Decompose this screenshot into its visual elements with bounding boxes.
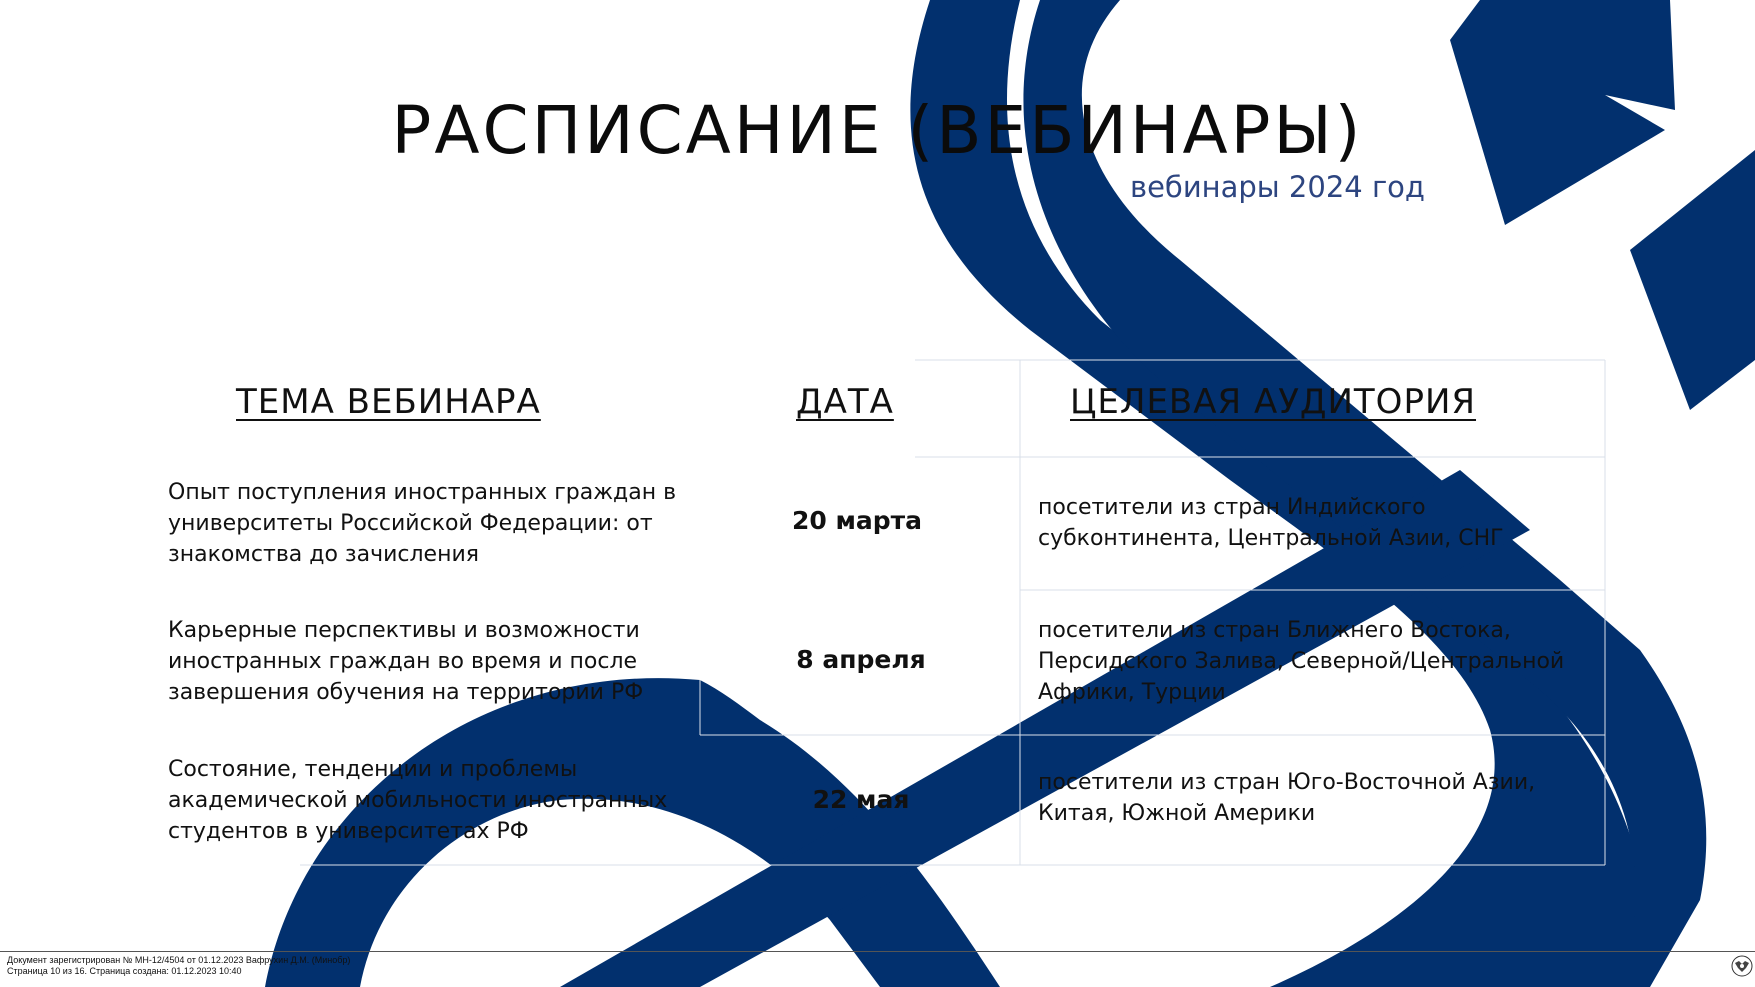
column-header-audience: ЦЕЛЕВАЯ АУДИТОРИЯ [1070,382,1477,422]
footer-divider [0,951,1755,952]
row-3-topic: Состояние, тенденции и проблемы академической мобильности иностранных студентов в университетах РФ [168,757,668,844]
footer-page-line: Страница 10 из 16. Страница создана: 01.12.2023 10:40 [7,966,242,976]
row-1-topic: Опыт поступления иностранных граждан в университеты Российской Федерации: от знакомства до зачисления [168,480,677,567]
row-3-date: 22 мая [812,785,910,814]
row-1-audience: посетители из стран Индийского субконтинента, Центральной Азии, СНГ [1038,495,1504,551]
state-emblem-icon [1730,954,1754,978]
brand-band-right [1630,150,1755,410]
row-1-date: 20 марта [791,506,923,535]
row-3-audience: посетители из стран Юго-Восточной Азии, Китая, Южной Америки [1038,770,1536,826]
column-header-topic: ТЕМА ВЕБИНАРА [236,382,541,422]
column-header-date: ДАТА [796,382,894,422]
row-2-topic: Карьерные перспективы и возможности иностранных граждан во время и после завершения обучения на территории РФ [168,618,644,705]
page-subtitle: вебинары 2024 год [1130,170,1425,204]
footer-registration-line: Документ зарегистрирован № МН-12/4504 от 01.12.2023 Вафрухин Д.М. (Минобр) [7,955,351,965]
row-2-audience: посетители из стран Ближнего Востока, Персидского Залива, Северной/Центральной Африки, Турции [1038,618,1565,705]
row-2-date: 8 апреля [796,645,926,674]
page-title: РАСПИСАНИЕ (ВЕБИНАРЫ) [391,92,1364,169]
